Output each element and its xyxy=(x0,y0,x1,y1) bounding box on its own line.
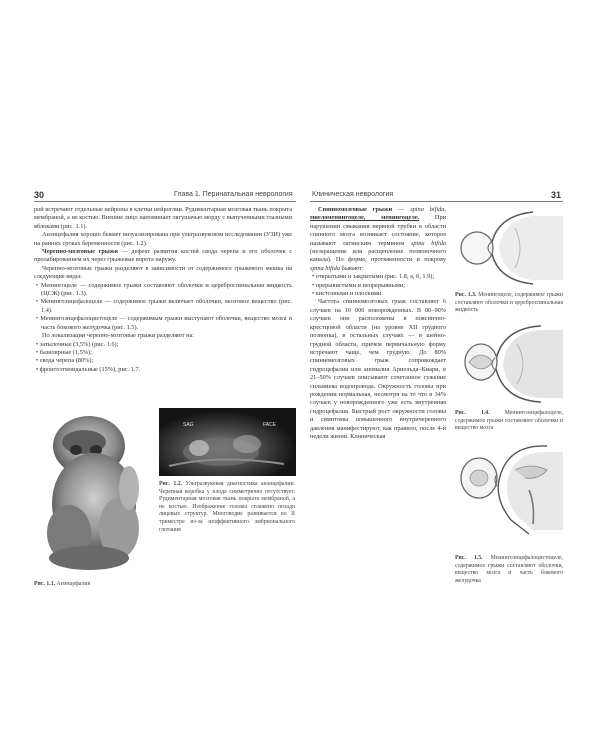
hernia-location-list xyxy=(34,341,292,375)
ultrasound-label-sag: SAG xyxy=(183,422,194,428)
figure-1-3-text: Менингоцеле, содержимое грыжи составляют оболочки и цереброспинальная жидкость xyxy=(455,292,563,314)
latin-term: spina bifida xyxy=(310,264,340,272)
right-running-title: Клиническая неврология xyxy=(312,191,394,198)
right-body-text xyxy=(310,206,446,441)
term-cranial-hernia: Черепно-мозговые грыжи xyxy=(42,248,118,256)
right-paragraph-1: Спинномозговые грыжи — spina bifida, миеломенингоцеле, менингоцеле. При нарушении смыкания нервной трубки в области спинного мозга возникает состояние, которое называют латинским термином spina bifida (незаращение или расщепление позвоночного канала). По форме, протяженности и покрову spina bifida бывают: xyxy=(310,206,446,272)
figure-1-3-caption xyxy=(455,292,563,315)
term-spinal-hernia: Спинномозговые грыжи xyxy=(318,206,393,213)
right-paragraph-1-tail: (незаращение или расщепление позвоночного канала). По форме, протяженности и покрову xyxy=(310,248,446,264)
list-item: • открытыми и закрытыми (рис. 1.8, а, б, 1.9); xyxy=(310,273,446,281)
left-paragraph-4: Черепно-мозговые грыжи разделяют в зависимости от содержимого грыжевого мешка на следующие виды: xyxy=(34,264,292,281)
spina-bifida-forms-list xyxy=(310,273,446,298)
left-paragraph-3 xyxy=(34,248,292,265)
left-paragraph-5: По локализации черепно-мозговые грыжи разделяют на: xyxy=(42,332,194,340)
figure-1-1-text: Анэнцефалия xyxy=(56,581,91,587)
figure-1-2-caption xyxy=(159,481,295,534)
latin-term: spina bifida xyxy=(410,239,446,247)
list-item: • Менингоэнцефалоцистоцеле — содержимым грыжи выступают оболочки, вещество мозга и часть бокового желудочка (рис. 1.5). xyxy=(34,315,292,332)
list-item: • базилярные (1,5%); xyxy=(34,349,292,357)
meningoencephalocystocele-diagram xyxy=(455,440,563,536)
figure-1-5-text: Менингоэнцефалоцистоцеле, содержимое грыжи составляют оболочки, вещество мозга и часть бокового желудочка xyxy=(455,555,563,584)
ultrasound-label-face: FACE xyxy=(263,422,277,428)
left-paragraph-1: рой встречают отдельные нейроны в клетки нейроглии. Рудиментарная мозговая ткань покрыта мембраной, а не костью. Внешне лицо напоминает лягушачью морду с выпученными глазными яблоками (рис. 1.1). xyxy=(34,206,292,230)
list-item: • Менингоцеле — содержимое грыжи составляют оболочки и цереброспинальная жидкость (ЦСЖ) (рис. 1.3). xyxy=(34,282,292,299)
latin-term: spina bifida xyxy=(410,206,445,213)
left-paragraph-3-rest: — дефект развития костей свода черепа и его оболочек с пролабированием их через грыжевые ворота наружу. xyxy=(34,248,292,264)
meningoencephalocele-diagram xyxy=(455,322,563,404)
figure-1-5-label: Рис. 1.5. xyxy=(455,555,483,561)
left-header-rule xyxy=(34,201,296,202)
list-item: • свода черепа (80%); xyxy=(34,357,292,365)
meningocele-diagram xyxy=(455,208,563,288)
figure-1-4-label: Рис. 1.4. xyxy=(455,410,490,416)
right-paragraph-1-end: бывают: xyxy=(341,264,364,272)
left-body-text xyxy=(34,206,292,374)
term-myelomeningocele: миеломенингоцеле, менингоцеле. xyxy=(310,214,420,222)
right-paragraph-1-rest: При нарушении смыкания нервной трубки в области спинного мозга возникает состояние, которое называют латинским термином xyxy=(310,214,446,247)
left-page-number: 30 xyxy=(34,190,45,200)
left-chapter-title: Глава 1. Перинатальная неврология xyxy=(174,191,293,198)
figure-1-1-caption xyxy=(34,581,174,589)
ultrasound-image xyxy=(159,408,296,476)
figure-1-4-caption xyxy=(455,410,563,433)
list-item: • Менингоэнцефалоцеле — содержимое грыжи включает оболочки, мозговое вещество (рис. 1.4). xyxy=(34,298,292,315)
list-item: • фронтоэтмоидальные (15%), рис. 1.7. xyxy=(34,366,292,374)
right-page-number: 31 xyxy=(551,190,562,200)
figure-1-3-label: Рис. 1.3. xyxy=(455,292,477,298)
figure-1-1-label: Рис. 1.1. xyxy=(34,581,56,587)
figure-1-2-text: Ультразвуковая диагностика анэнцефалии. Черепная коробка у плода симметрично отсутствует. Рудиментарная мозговая ткань покрыта мембраной, а не костью. Изображение головы сглажено позади лицевых структур. Многоводие развивается во II триместре из-за неэффективного эмбрионального глотания xyxy=(159,481,295,533)
hernia-content-list xyxy=(34,282,292,332)
left-paragraph-2: Анэнцефалия хорошо бывает визуализирована при ультразвуковом исследовании (УЗИ) уже на ранних сроках беременности (рис. 1.2). xyxy=(34,231,292,247)
anencephaly-photo xyxy=(34,408,152,576)
figure-1-2-label: Рис. 1.2. xyxy=(159,481,183,487)
right-paragraph-2: Частота спинномозговых грыж составляет 6 случаев на 10 000 новорожденных. В 80–90% случаев они расположены в пояснично-крестцовой области (на уровне XII грудного позвонка), в остальных случаях — в шейно-грудной области, причем первичальную форму встречают чаще, чем грудную. До 80% спинномозговых грыж сопровождает гидроцефалия или аномалия Арнольда–Киари, в 21–50% случаев описывают сочетанное сужение сильвиева водопровода. Окружность головы при рождении нормальная, несмотря на то что в 34% случаев у новорожденного уже есть внутренняя гидроцефалия. Быстрый рост окружности головы и симптомы повышенного внутричерепного давления манифестируют, как правило, после 4-й недели жизни. Клиническая xyxy=(310,298,446,440)
list-item: • прерывистыми и непрерывными; xyxy=(310,282,446,290)
list-item: • затылочные (3,5%) (рис. 1.6); xyxy=(34,341,292,349)
figure-1-4-text: Менингоэнцефалоцеле, содержимое грыжи составляют оболочки и вещество мозга xyxy=(455,410,563,432)
list-item: • кистозными и плоскими. xyxy=(310,290,446,298)
figure-1-5-caption xyxy=(455,555,563,585)
right-header-rule xyxy=(310,201,563,202)
